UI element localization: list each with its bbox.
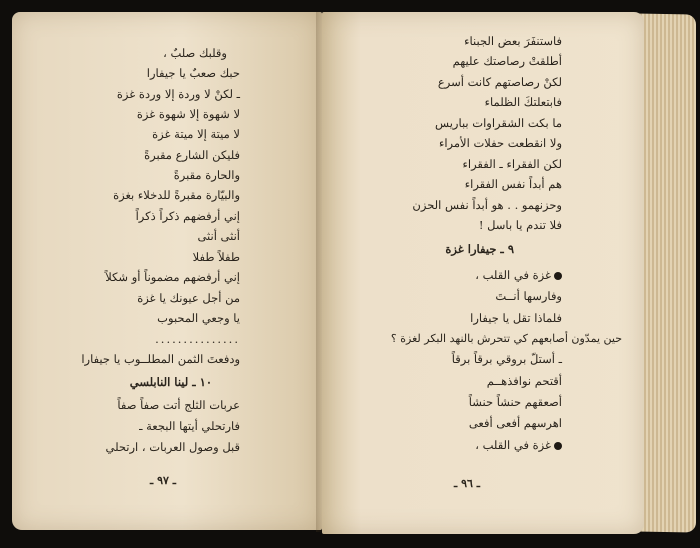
text-line: فاستنفَرَ بعض الجبناء xyxy=(464,34,562,48)
text-line: حين يمدّون أصابعهم كي تتحرش بالنهد البكر لغزة ؟ xyxy=(390,332,622,345)
text-line: يا وجعي المحبوب xyxy=(157,311,240,325)
text-line: فليكن الشارع مقبرةً xyxy=(144,148,240,162)
text-line: فلماذا تقل يا جيفارا xyxy=(470,311,562,325)
text-line: إني أرفضهم ذكراً ذكراً xyxy=(135,209,240,223)
text-line: حبك صعبٌ يا جيفارا xyxy=(146,66,240,80)
text-line: ـ أستلّ بروقي برقاً برقاً xyxy=(451,352,562,366)
text-line: فارتحلي أيتها البجعة ـ xyxy=(139,419,240,433)
text-line: أنثى أنثى xyxy=(197,229,240,243)
ellipsis-divider: ............... xyxy=(155,332,240,346)
text-line: والحارة مقبرةً xyxy=(173,168,240,182)
page-edges xyxy=(636,13,696,532)
text-line: ولا انقطعت حفلات الأمراء xyxy=(438,136,562,150)
text-line: اهرسهم أفعى أفعى xyxy=(468,416,562,430)
text-line: وفارسها أنــتَ xyxy=(495,289,562,303)
page-number: ـ ٩٦ ـ xyxy=(454,477,480,490)
text-line xyxy=(475,440,562,452)
text-line xyxy=(475,270,562,282)
text-line: لكن الفقراء ـ الفقراء xyxy=(462,157,562,171)
text-line: فلا تندم يا باسل ! xyxy=(478,218,562,232)
section-heading: ١٠ ـ لينا النابلسي xyxy=(129,375,212,389)
text-line: ودفعتَ الثمن المطلــوب يا جيفارا xyxy=(81,352,240,366)
bullet-icon xyxy=(554,442,562,450)
text-line: ما بكت الشقراوات بباريس xyxy=(435,116,562,130)
text-line: أقتحم نوافذهــم xyxy=(486,374,562,388)
text-line: ـ لكنْ لا وردة إلا وردة غزة xyxy=(116,87,240,101)
text-line: وقلبك صلبٌ ، xyxy=(163,46,227,60)
text-line: قبل وصول العربات ، ارتحلي xyxy=(105,440,240,454)
text-line: عربات الثلج أتت صفاً صفاً xyxy=(117,398,240,412)
text-line: لا ميتة إلا ميتة غزة xyxy=(152,127,240,141)
text-line: أطلقتْ رصاصتك عليهم xyxy=(452,54,562,68)
text-line: والبيّارة مقبرةً للدخلاء بغزة xyxy=(113,188,240,202)
text-line: أصعقهم حنشاً حنشاً xyxy=(468,395,562,409)
text-line: هم أبداً نفس الفقراء xyxy=(464,177,562,191)
text-line: فابتعلتكَ الظلماء xyxy=(484,95,562,109)
bullet-text: غزة في القلب ، xyxy=(475,268,551,282)
text-line: طفلاً طفلا xyxy=(192,250,240,264)
text-line: إني أرفضهم مضموناً أو شكلاً xyxy=(105,270,240,284)
bullet-icon xyxy=(554,272,562,280)
text-line: لكنْ رصاصتهم كانت أسرع xyxy=(437,75,562,89)
section-heading: ٩ ـ جيفارا غزة xyxy=(445,242,514,256)
text-line: لا شهوة إلا شهوة غزة xyxy=(136,107,240,121)
text-line: وحزنهمو . . هو أبداً نفس الحزن xyxy=(412,198,562,212)
page-number: ـ ٩٧ ـ xyxy=(150,474,176,487)
left-page xyxy=(12,12,322,530)
right-page xyxy=(322,12,644,534)
text-line: من أجل عيونك يا غزة xyxy=(137,291,240,305)
bullet-text: غزة في القلب ، xyxy=(475,438,551,452)
